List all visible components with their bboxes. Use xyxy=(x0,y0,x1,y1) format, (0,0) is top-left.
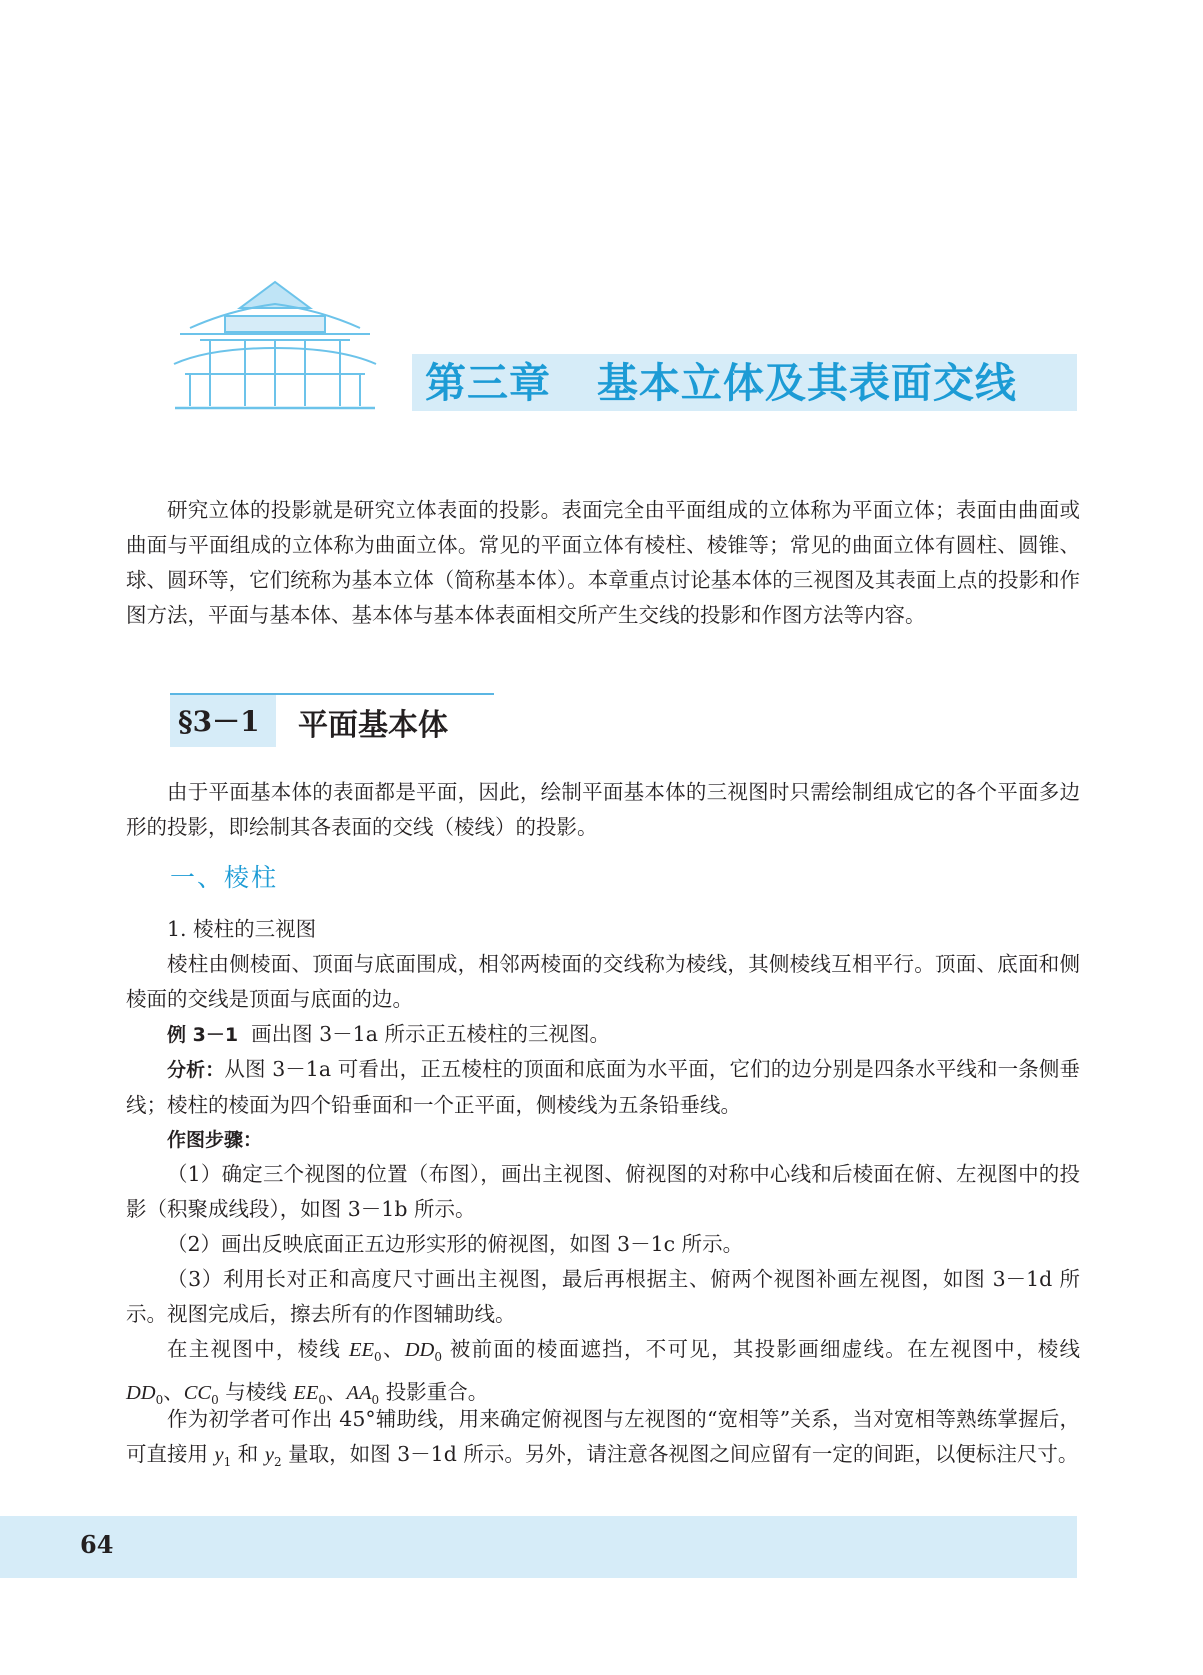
text-run: 被前面的棱面遮挡，不可见，其投影画细虚线。在左视图中，棱线 xyxy=(442,1337,1081,1361)
step-2: （2）画出反映底面正五边形实形的俯视图，如图 3－1c 所示。 xyxy=(167,1232,744,1256)
example-paragraph xyxy=(126,1017,1080,1053)
step-1: （1）确定三个视图的位置（布图），画出主视图、俯视图的对称中心线和后棱面在俯、左视图中的投影（积聚成线段），如图 3－1b 所示。 xyxy=(126,1162,1080,1221)
variable-y: y xyxy=(264,1444,274,1466)
steps-label-paragraph xyxy=(126,1122,1080,1158)
pagoda-roof-icon xyxy=(170,278,380,413)
edge-label: EE xyxy=(293,1382,319,1405)
section-number: §3－1 xyxy=(178,705,260,738)
subscript: 0 xyxy=(434,1350,442,1365)
text-run: 在主视图中，棱线 xyxy=(167,1337,349,1361)
section-intro-paragraph: 由于平面基本体的表面都是平面，因此，绘制平面基本体的三视图时只需绘制组成它的各个平面多边形的投影，即绘制其各表面的交线（棱线）的投影。 xyxy=(126,780,1080,839)
subsection-heading: 一、棱柱 xyxy=(170,863,279,892)
intro-paragraph: 研究立体的投影就是研究立体表面的投影。表面完全由平面组成的立体称为平面立体；表面由曲面或曲面与平面组成的立体称为曲面立体。常见的平面立体有棱柱、棱锥等；常见的曲面立体有圆柱、圆锥、球、圆环等，它们统称为基本立体（简称基本体）。本章重点讨论基本体的三视图及其表面上点的投影和作图方法，平面与基本体、基本体与基本体表面相交所产生交线的投影和作图方法等内容。 xyxy=(126,498,1080,627)
subscript: 0 xyxy=(155,1393,164,1408)
section-title: 平面基本体 xyxy=(298,708,448,743)
variable-y: y xyxy=(214,1444,224,1466)
analysis-paragraph xyxy=(126,1052,1080,1123)
steps-label: 作图步骤： xyxy=(167,1129,263,1151)
edge-label: CC xyxy=(183,1382,212,1405)
analysis-text: 从图 3－1a 可看出，正五棱柱的顶面和底面为水平面，它们的边分别是四条水平线和一条侧垂线；棱柱的棱面为四个铅垂面和一个正平面，侧棱线为五条铅垂线。 xyxy=(126,1057,1080,1117)
separator: 、 xyxy=(325,1380,347,1405)
example-label: 例 3－1 xyxy=(167,1024,239,1046)
edge-label: AA xyxy=(346,1382,372,1405)
edge-label: DD xyxy=(404,1339,435,1361)
step-3: （3）利用长对正和高度尺寸画出主视图，最后再根据主、俯两个视图补画左视图，如图 3－1d 所示。视图完成后，擦去所有的作图辅助线。 xyxy=(126,1267,1080,1326)
subscript: 2 xyxy=(273,1455,282,1470)
text-run: 与棱线 xyxy=(218,1380,294,1405)
subscript: 0 xyxy=(211,1393,219,1408)
sub-heading: 1. 棱柱的三视图 xyxy=(167,917,317,941)
edge-label: DD xyxy=(126,1382,156,1405)
footer-band xyxy=(0,1516,1077,1578)
chapter-title: 第三章 基本立体及其表面交线 xyxy=(425,359,1017,407)
text-run: 投影重合。 xyxy=(379,1380,489,1405)
subscript: 0 xyxy=(374,1350,382,1365)
separator: 、 xyxy=(381,1337,405,1361)
page-number: 64 xyxy=(80,1530,114,1559)
auxiliary-line-paragraph xyxy=(126,1402,1080,1480)
analysis-label: 分析： xyxy=(167,1059,225,1081)
subscript: 0 xyxy=(371,1393,380,1408)
subscript: 1 xyxy=(223,1455,232,1470)
text-run: 和 xyxy=(231,1442,265,1466)
example-text: 画出图 3－1a 所示正五棱柱的三视图。 xyxy=(251,1022,610,1046)
separator: 、 xyxy=(163,1380,184,1405)
edge-label: EE xyxy=(349,1339,375,1361)
subscript: 0 xyxy=(318,1393,326,1408)
text-run: 量取，如图 3－1d 所示。另外，请注意各视图之间应留有一定的间距，以便标注尺寸。 xyxy=(281,1442,1079,1466)
text-run: 作为初学者可作出 45°辅助线，用来确定俯视图与左视图的“宽相等”关系，当对宽相等熟练掌握后，可直接用 xyxy=(126,1407,1080,1466)
prism-paragraph: 棱柱由侧棱面、顶面与底面围成，相邻两棱面的交线称为棱线，其侧棱线互相平行。顶面、底面和侧棱面的交线是顶面与底面的边。 xyxy=(126,952,1080,1011)
